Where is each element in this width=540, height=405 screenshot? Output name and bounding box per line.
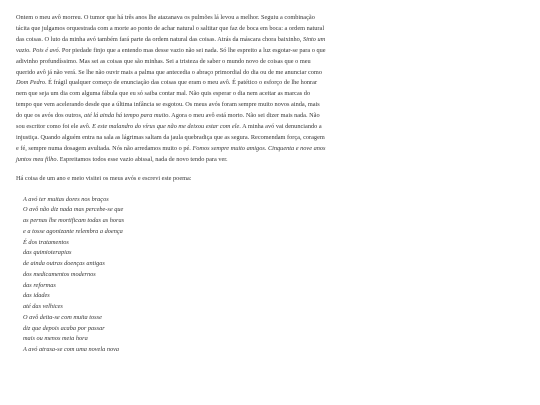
text-segment: . Espreitamos todos esse vazio abissal, nada de novo tendo para ver. <box>56 155 228 163</box>
poem-line: O avô deita-se com muita tosse <box>23 313 102 321</box>
poem-line: A avó ter muitas dores nos braços <box>23 195 109 203</box>
poem-line: das idades <box>23 292 50 300</box>
italic-segment: Dom Pedro <box>16 79 45 87</box>
italic-segment: até lá ainda há tempo para muito <box>84 112 169 120</box>
article-paragraph-1 <box>16 13 326 166</box>
poem <box>16 195 326 356</box>
italic-segment: E este malandro do vírus que não me deixou estar com ele <box>92 123 240 131</box>
poem-line: mais ou menos meia hora <box>23 335 88 343</box>
article-body <box>16 13 326 356</box>
poem-line: A avó atrasa-se com uma novela nova <box>23 346 120 354</box>
text-segment: . A minha avó vai denunciando a injustiça. Quando alguém entra na sala as lágrimas saltam da jaula quebradiça que as segura. Recomendam força, coragem e fé, sempre numa dosagem avultada. Nós não arredamos muito o pé. <box>16 123 325 152</box>
article-paragraph-2: Há coisa de um ano e meio visitei os meus avós e escrevi este poema: <box>16 174 192 182</box>
poem-line: O avô não diz nada mas percebe-se que <box>23 206 124 214</box>
italic-segment: Sinto um vazio. Pois é avó <box>16 35 326 54</box>
text-segment: . Agora o meu avô está morto. Não sei dizer mais nada. Não sou escritor como foi ele avô. <box>16 112 320 131</box>
italic-segment: Fomos sempre muito amigos. Cinquenta e nove anos juntos meu filho <box>16 144 326 163</box>
poem-line: e a tosse agonizante relembra a doença <box>23 227 123 235</box>
poem-line: das quimioterapias <box>23 249 72 257</box>
text-segment: . Por piedade finjo que a entendo mas desse vazio não sei nada. Só lhe espreito a luz esgotar-se para o que adivinho profundíssimo. Mas sei as coisas que são minhas. Sei a tristeza de saber o mundo novo de coisas que o meu querido avô já não verá. Se lhe não ouvir mais a palma que antecedia o abraço primordial do dia ou de me anunciar como <box>16 46 326 76</box>
text-segment: Ontem o meu avô morreu. O tumor que há três anos lhe atazanava os pulmões lá levou a melhor. Seguiu a combinação tácita que julgamos orquestrada com a morte ao ponto de achar natural o saltitar que faz de boca em boca: a ordem natural das coisas. O luto da minha avó também fará parte da ordem natural das coisas. Atrás da máscara chora baixinho, <box>16 14 325 43</box>
poem-line: diz que depois acaba por passar <box>23 324 105 332</box>
poem-line: dos medicamentos modernos <box>23 270 96 278</box>
poem-line: das reformas <box>23 281 56 289</box>
poem-line: É dos tratamentos <box>23 238 69 246</box>
poem-line: as pernas lhe mortificam todas as horas <box>23 217 125 225</box>
poem-line: até das velhices <box>23 303 63 311</box>
poem-line: de ainda outras doenças antigas <box>23 260 105 268</box>
text-segment: . É frágil qualquer começo de enunciação das coisas que eram o meu avô. É patético o esforço de lhe honrar nem que seja um dia com alguma fábula que eu só saiba contar mal. Não quis esperar o dia nem aceitar as marcas do tempo que vem acelerando desde que a última infância se esgotou. Os meus avós foram sempre muito novos ainda, mais do que os avós dos outros, <box>16 79 320 120</box>
